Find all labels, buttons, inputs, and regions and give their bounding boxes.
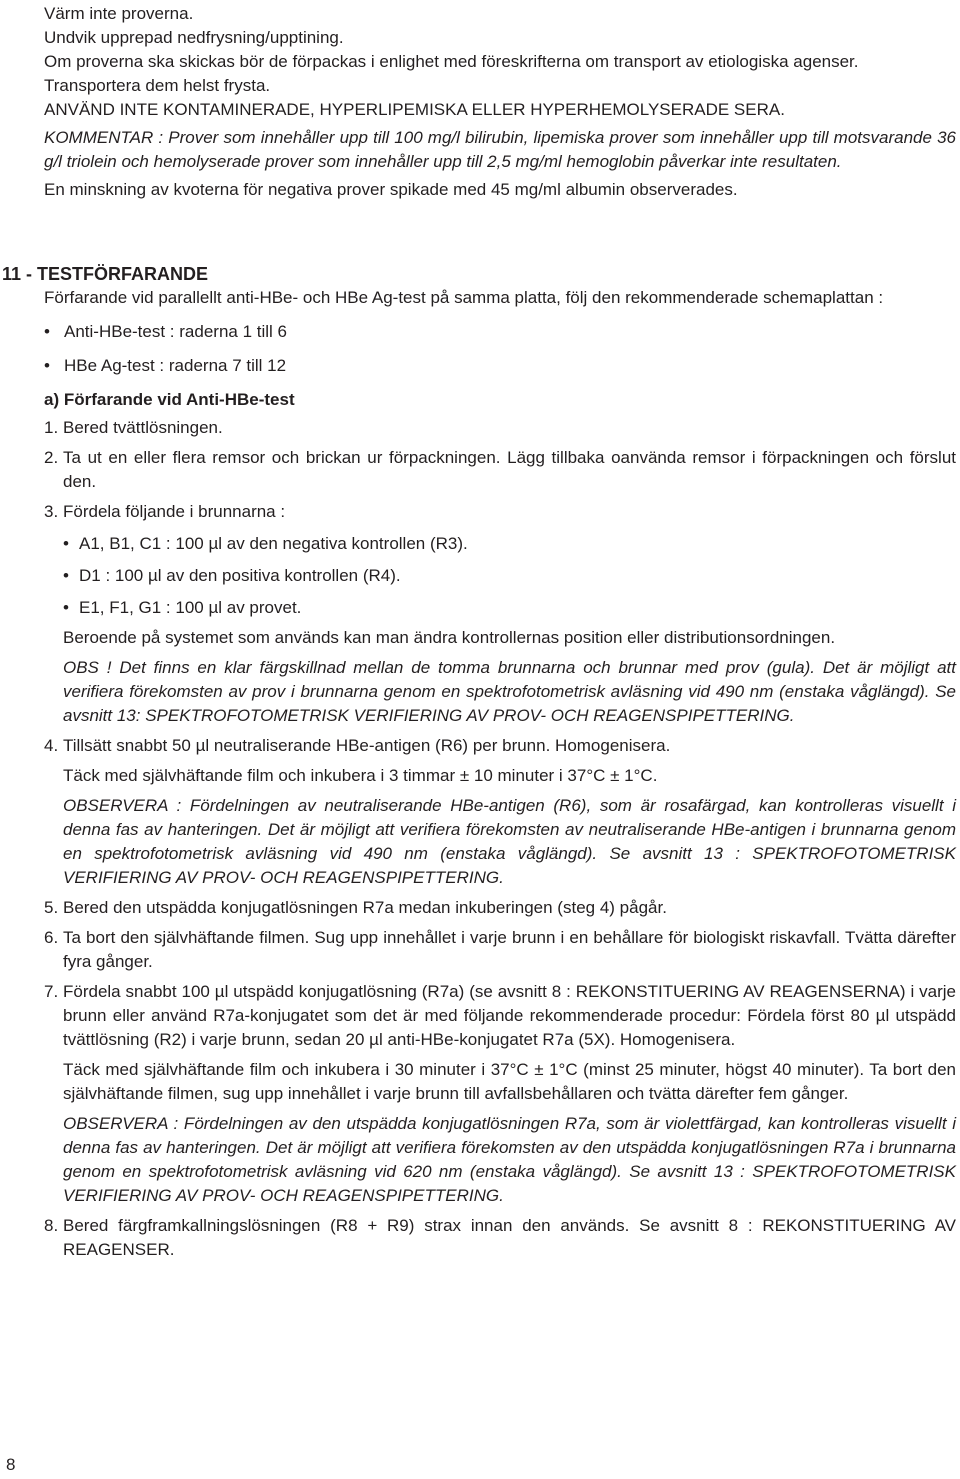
step-text: Tillsätt snabbt 50 µl neutraliserande HBe-antigen (R6) per brunn. Homogenisera. <box>63 736 671 755</box>
step-note: OBSERVERA : Fördelningen av neutraliserande HBe-antigen (R6), som är rosafärgad, kan kontrolleras visuellt i denna fas av hanteringen. Det är möjligt att verifiera förekomsten av neutraliserande HBe-antigen i brunnarna genom en spektrofotometrisk avläsning vid 490 nm (enstaka våglängd). Se avsnitt 13 : SPEKTROFOTOMETRISK VERIFIERING AV PROV- OCH REAGENSPIPETTERING. <box>63 796 956 887</box>
step-text: Fördela snabbt 100 µl utspädd konjugatlösning (R7a) (se avsnitt 8 : REKONSTITUERING AV REAGENSERNA) i varje brunn eller använd R7a-konjugatet som det är med följande rekommenderade procedur: Fördela först 80 µl utspädd tvättlösning (R2) i varje brunn, sedan 20 µl anti-HBe-konjugatet R7a (5X). Homogenisera. <box>63 982 956 1049</box>
step-6 <box>44 926 956 974</box>
step-5 <box>44 896 956 920</box>
step-text: Bered den utspädda konjugatlösningen R7a medan inkuberingen (steg 4) pågår. <box>63 898 667 917</box>
step-7 <box>44 980 956 1208</box>
step-number: 5. <box>44 898 59 917</box>
list-item: • Anti-HBe-test : raderna 1 till 6 <box>44 320 956 344</box>
subsection-title: a) Förfarande vid Anti-HBe-test <box>44 390 295 409</box>
warning-line: ANVÄND INTE KONTAMINERADE, HYPERLIPEMISKA ELLER HYPERHEMOLYSERADE SERA. <box>44 100 785 119</box>
step-text: Ta ut en eller flera remsor och brickan ur förpackningen. Lägg tillbaka oanvända remsor i förpackningen och förslut den. <box>63 448 956 491</box>
page-number: 8 <box>6 1455 16 1474</box>
list-item: • D1 : 100 µl av den positiva kontrollen (R4). <box>63 564 956 588</box>
text-line: Om proverna ska skickas bör de förpackas i enlighet med föreskrifterna om transport av etiologiska agenser. Transportera dem helst frysta. <box>44 52 859 95</box>
step-note: OBS ! Det finns en klar färgskillnad mellan de tomma brunnarna och brunnar med prov (gula). Det är möjligt att verifiera förekomsten av prov i brunnarna genom en spektrofotometrisk avläsning vid 490 nm (enstaka våglängd). Se avsnitt 13: SPEKTROFOTOMETRISK VERIFIERING AV PROV- OCH REAGENSPIPETTERING. <box>63 658 956 725</box>
text-line: Värm inte proverna. <box>44 4 194 23</box>
step-text: Bered färgframkallningslösningen (R8 + R9) strax innan den används. Se avsnitt 8 : REKONSTITUERING AV REAGENSER. <box>63 1216 956 1259</box>
step-extra: Täck med självhäftande film och inkubera i 30 minuter i 37°C ± 1°C (minst 25 minuter, högst 40 minuter). Ta bort den självhäftande filmen, sug upp innehållet i varje brunn till avfallsbehållaren och tvätta därefter fem gånger. <box>63 1060 956 1103</box>
test-procedure-section <box>0 262 956 1262</box>
step-text: Ta bort den självhäftande filmen. Sug upp innehållet i varje brunn i en behållare för biologiskt riskavfall. Tvätta därefter fyra gånger. <box>63 928 956 971</box>
list-item: • HBe Ag-test : raderna 7 till 12 <box>44 354 956 378</box>
comment-paragraph: KOMMENTAR : Prover som innehåller upp till 100 mg/l bilirubin, lipemiska prover som innehåller upp till motsvarande 36 g/l triolein och hemolyserade prover som innehåller upp till 2,5 mg/ml hemoglobin påverkar inte resultaten. <box>44 128 956 171</box>
step-number: 2. <box>44 448 59 467</box>
step-extra: Täck med självhäftande film och inkubera i 3 timmar ± 10 minuter i 37°C ± 1°C. <box>63 766 658 785</box>
step-number: 4. <box>44 736 59 755</box>
step-number: 6. <box>44 928 59 947</box>
step-2 <box>44 446 956 494</box>
intro-block <box>44 2 956 202</box>
section-body <box>44 286 956 412</box>
section-title: 11 - TESTFÖRFARANDE <box>2 264 209 284</box>
step-number: 3. <box>44 502 59 521</box>
list-item: • E1, F1, G1 : 100 µl av provet. <box>63 596 956 620</box>
step-1 <box>44 416 956 440</box>
step-text: Bered tvättlösningen. <box>63 418 223 437</box>
step-3 <box>44 500 956 728</box>
step-text: Fördela följande i brunnarna : <box>63 502 286 521</box>
step-note: OBSERVERA : Fördelningen av den utspädda konjugatlösningen R7a, som är violettfärgad, kan kontrolleras visuellt i denna fas av hanteringen. Det är möjligt att verifiera förekomsten av den utspädda konjugatlösningen R7a i brunnarna genom en spektrofotometrisk avläsning vid 620 nm (enstaka våglängd). Se avsnitt 13 : SPEKTROFOTOMETRISK VERIFIERING AV PROV- OCH REAGENSPIPETTERING. <box>63 1114 956 1205</box>
section-intro: Förfarande vid parallellt anti-HBe- och HBe Ag-test på samma platta, följ den rekommenderade schemaplattan : <box>44 288 884 307</box>
step-4 <box>44 734 956 890</box>
albumin-note: En minskning av kvoterna för negativa prover spikade med 45 mg/ml albumin observerades. <box>44 180 738 199</box>
step-list <box>44 416 956 1262</box>
step-number: 8. <box>44 1216 59 1235</box>
step-8 <box>44 1214 956 1262</box>
list-item: • A1, B1, C1 : 100 µl av den negativa kontrollen (R3). <box>63 532 956 556</box>
step-number: 7. <box>44 982 59 1001</box>
step-extra: Beroende på systemet som används kan man ändra kontrollernas position eller distributionsordningen. <box>63 628 836 647</box>
step-number: 1. <box>44 418 59 437</box>
text-line: Undvik upprepad nedfrysning/upptining. <box>44 28 344 47</box>
